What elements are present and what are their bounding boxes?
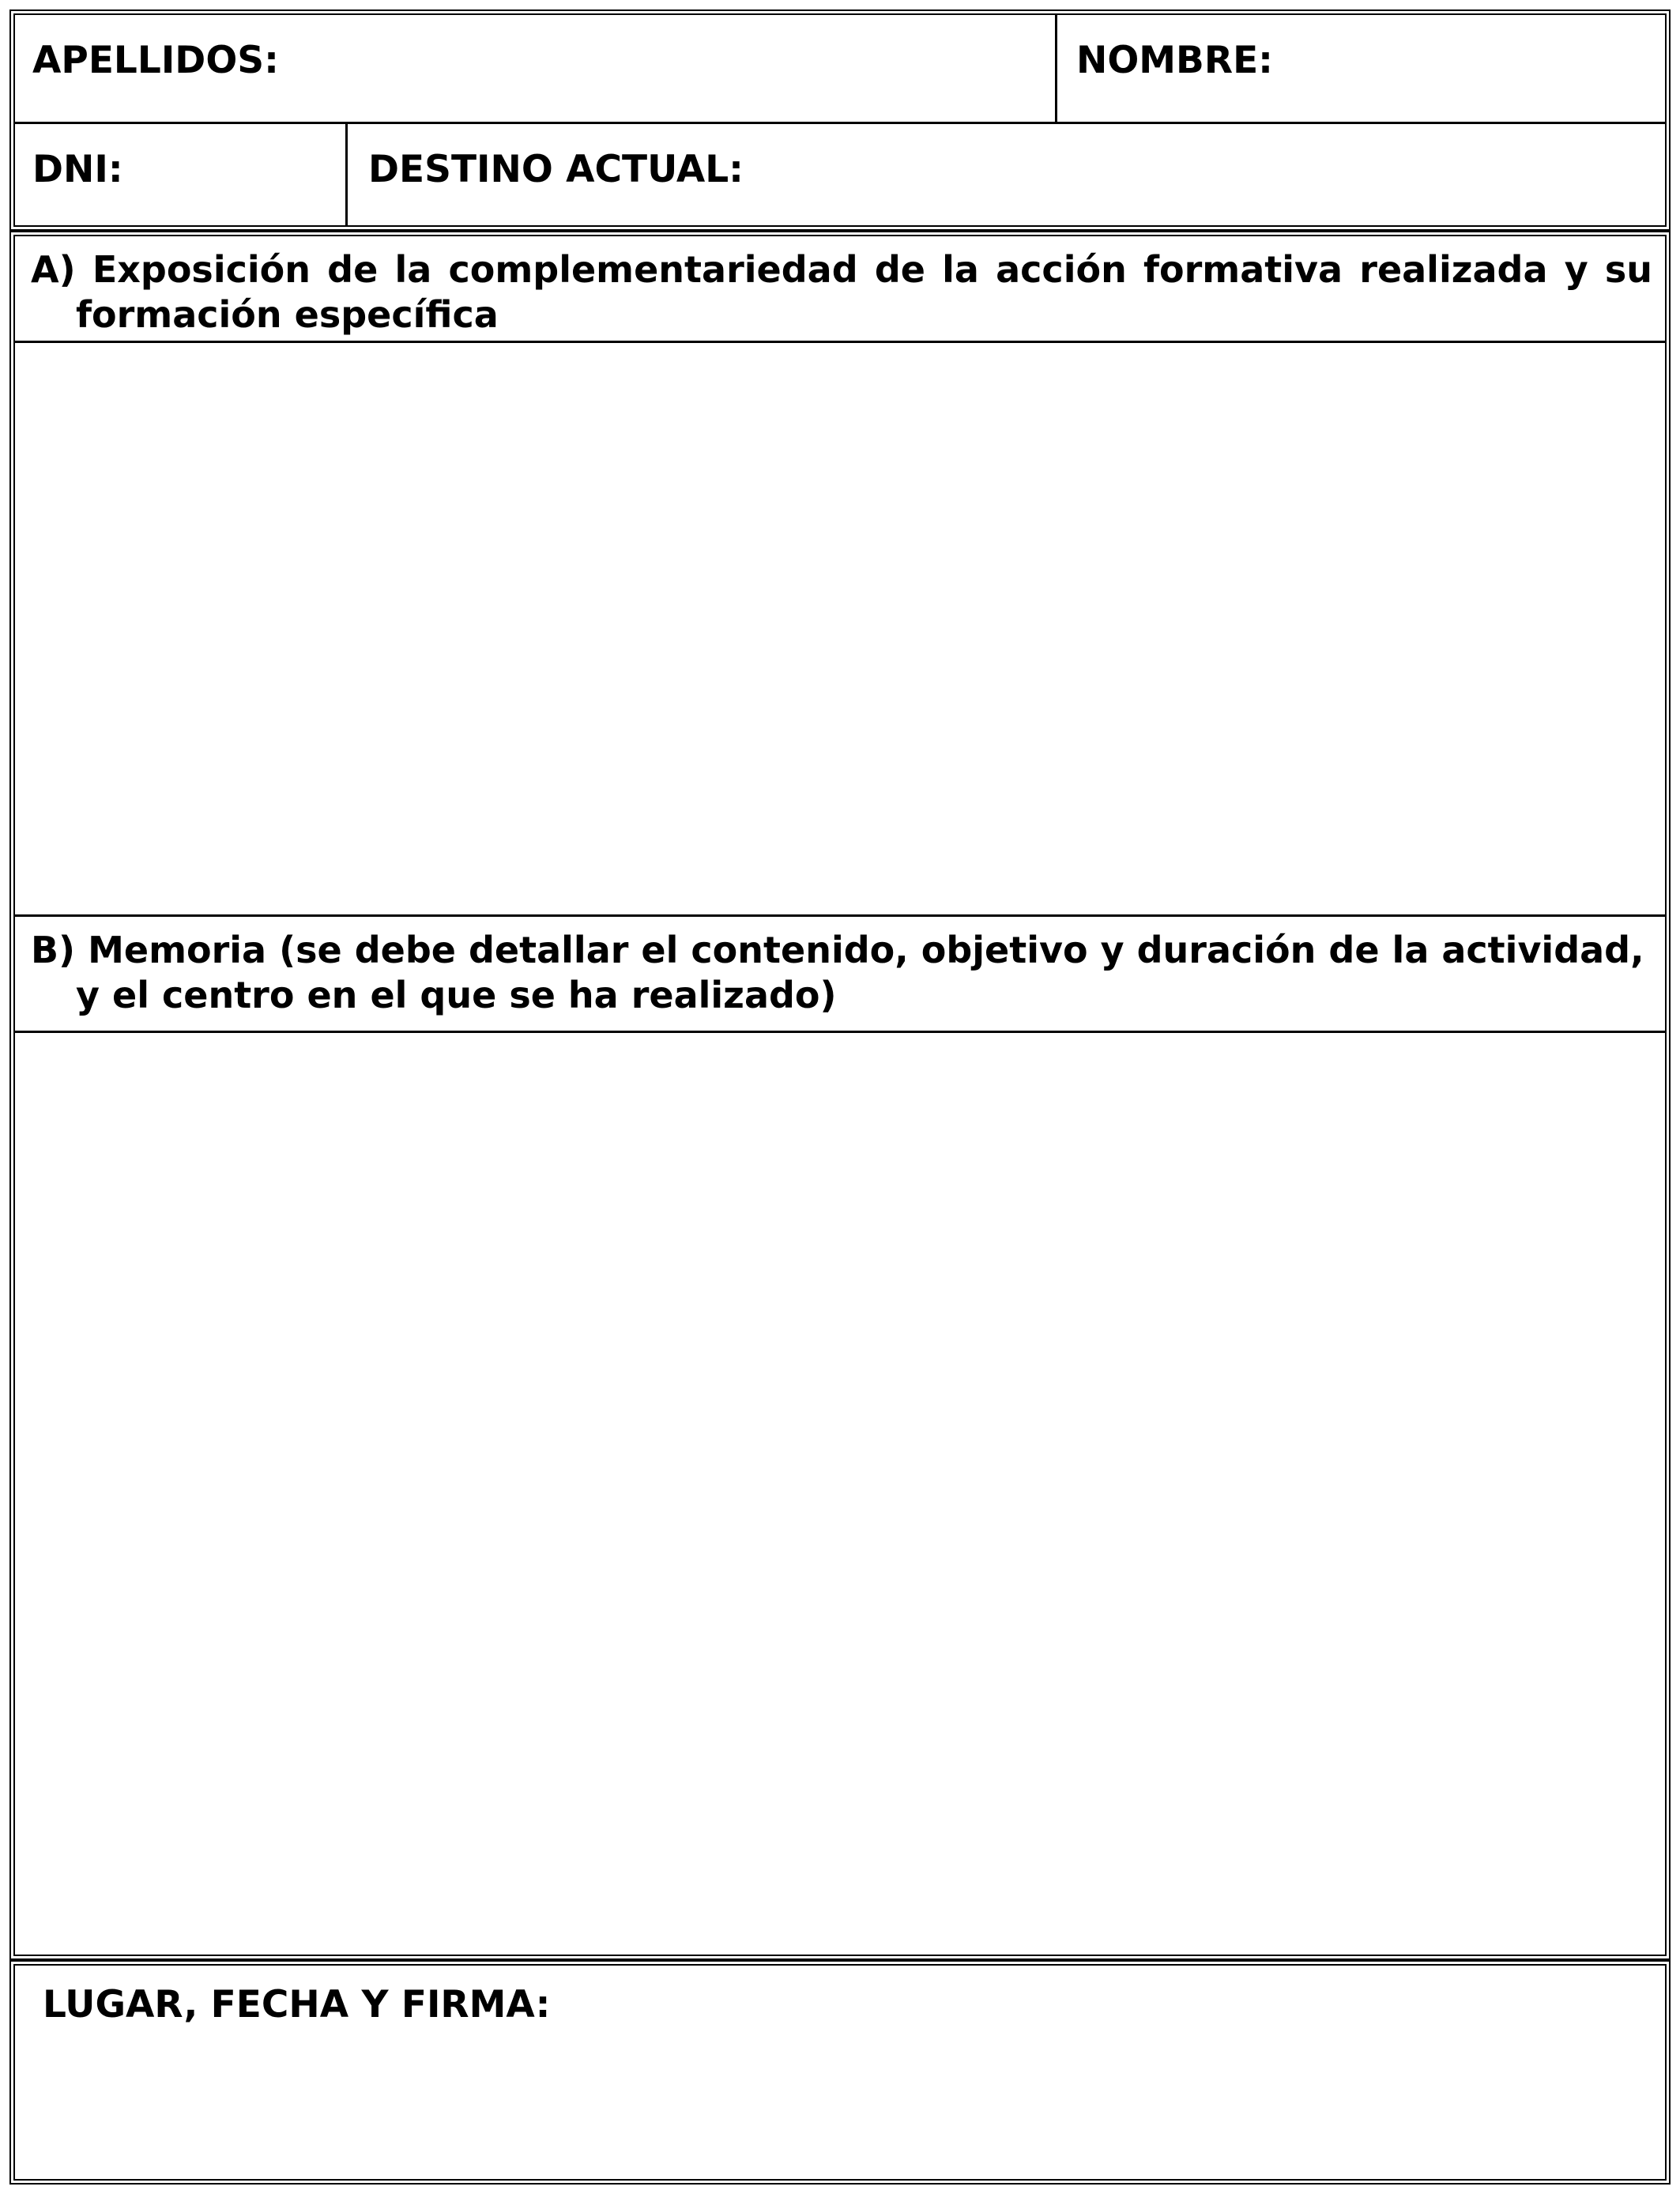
identification-block: [9, 9, 1671, 231]
apellidos-field[interactable]: [15, 15, 1057, 122]
section-a-header: [15, 236, 1665, 343]
nombre-field[interactable]: [1057, 15, 1665, 122]
dni-field[interactable]: [15, 124, 348, 225]
section-a-answer-area[interactable]: [15, 343, 1665, 917]
ids-row: [15, 124, 1665, 225]
section-b-header: [15, 917, 1665, 1033]
destino-actual-label: DESTINO ACTUAL:: [368, 148, 744, 191]
signature-label: LUGAR, FECHA Y FIRMA:: [43, 1983, 551, 2026]
dni-label: DNI:: [32, 148, 123, 191]
section-a-title: A) Exposición de la complementariedad de la acción formativa realizada y su formación específica: [31, 248, 1652, 336]
signature-block[interactable]: [9, 1960, 1671, 2185]
nombre-label: NOMBRE:: [1076, 39, 1273, 82]
names-row: [15, 15, 1665, 124]
section-b-answer-area[interactable]: [15, 1033, 1665, 1955]
sections-block: [9, 231, 1671, 1960]
apellidos-label: APELLIDOS:: [32, 39, 279, 82]
section-b-title: B) Memoria (se debe detallar el contenido, objetivo y duración de la actividad, y el centro en el que se ha realizado): [31, 929, 1644, 1016]
destino-actual-field[interactable]: [348, 124, 1665, 225]
